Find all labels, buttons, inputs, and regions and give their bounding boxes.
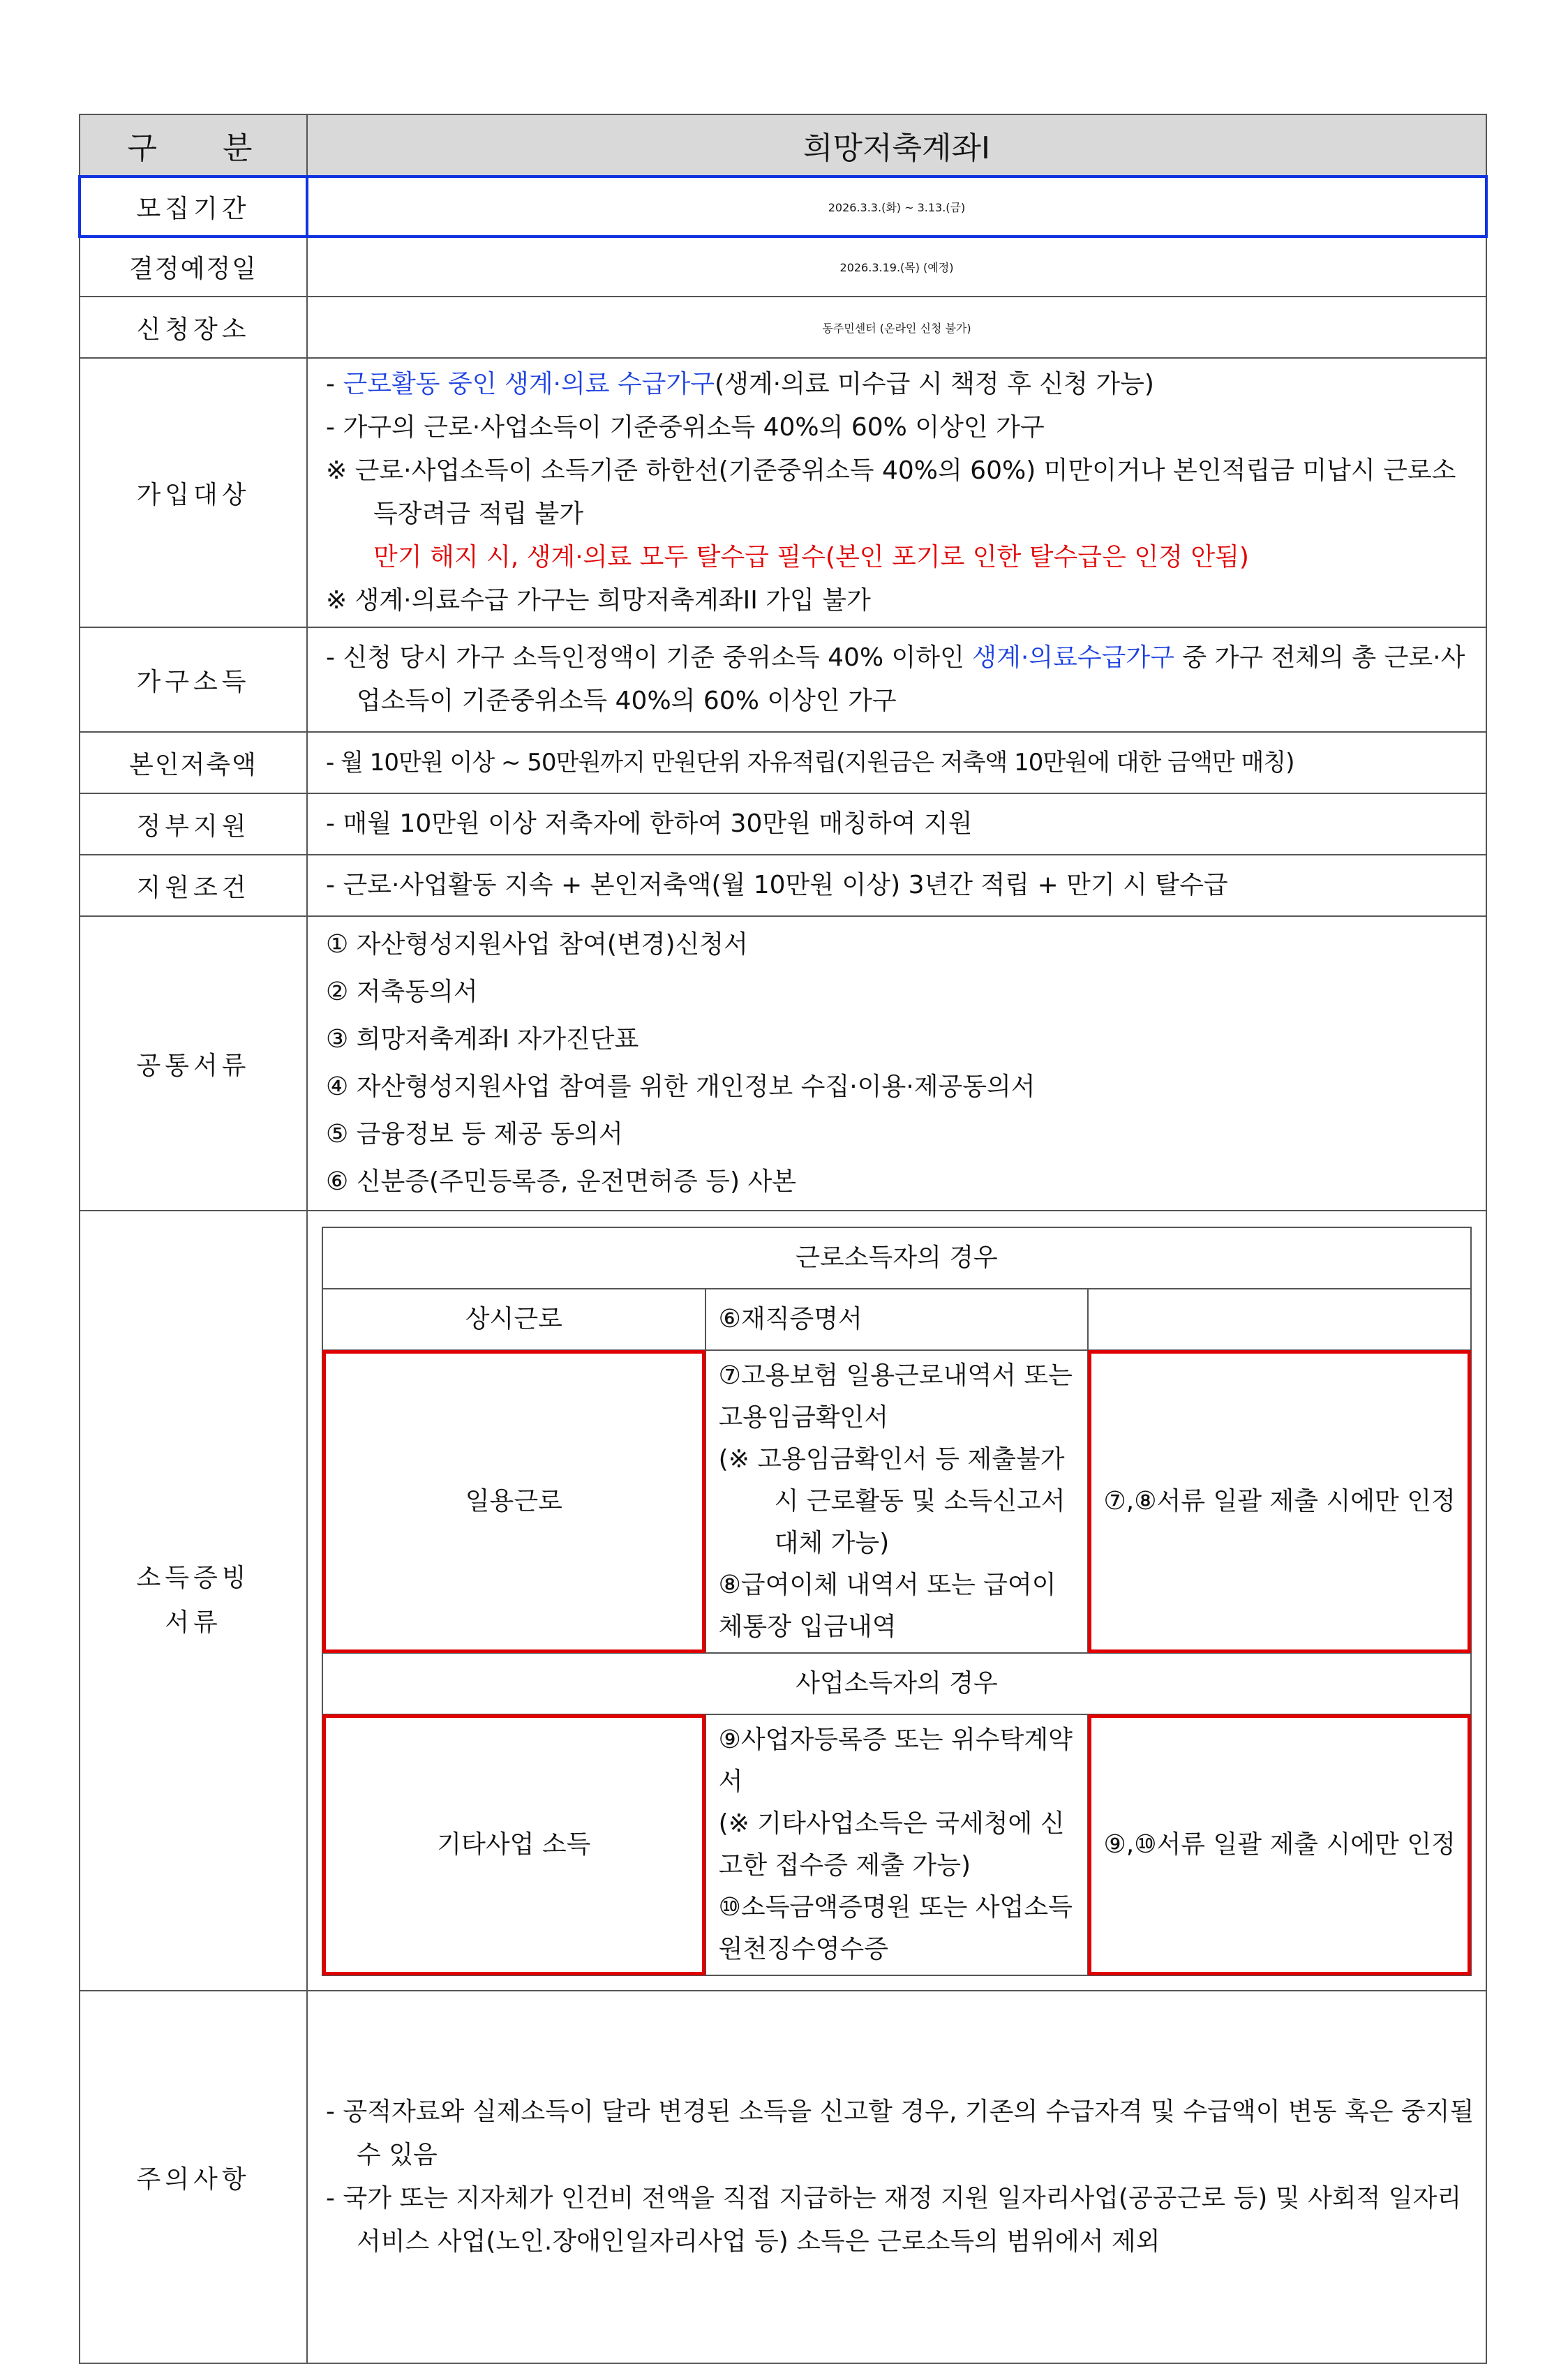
decision-value: 2026.3.19.(목) (예정) — [307, 237, 1486, 297]
support-conditions-row — [80, 855, 1486, 916]
support-content: - 매월 10만원 이상 저축자에 한하여 30만원 매칭하여 지원 — [307, 793, 1486, 855]
eligibility-line-1: - 근로활동 중인 생계·의료 수급가구(생계·의료 미수급 시 책정 후 신청 가능) — [326, 370, 1154, 398]
earned-income-header: 근로소득자의 경우 — [322, 1227, 1471, 1289]
income-label: 가구소득 — [80, 627, 307, 732]
eligibility-line-1-rest: (생계·의료 미수급 시 책정 후 신청 가능) — [715, 370, 1154, 398]
decision-label: 결정예정일 — [80, 237, 307, 297]
place-label: 신청장소 — [80, 297, 307, 358]
savings-value: 월 10만원 이상 ~ 50만원까지 만원단위 자유적립(지원금은 저축액 10만원에 대한 금액만 매칭) — [341, 749, 1294, 777]
common-docs-list — [307, 916, 1486, 1211]
savings-row — [80, 732, 1486, 793]
business-note: (※ 기타사업소득은 국세청에 신고한 접수증 제출 가능) — [718, 1809, 1065, 1880]
eligibility-line-2: - 가구의 근로·사업소득이 기준중위소득 40%의 60% 이상인 가구 — [326, 413, 1045, 442]
list-item: ④ 자산형성지원사업 참여를 위한 개인정보 수집·이용·제공동의서 — [326, 1072, 1036, 1101]
business-income-row — [322, 1714, 1471, 1975]
common-docs-label: 공통서류 — [80, 916, 307, 1211]
regular-work-label: 상시근로 — [322, 1289, 705, 1350]
common-documents-row — [80, 916, 1486, 1211]
daily-work-label: 일용근로 — [322, 1350, 705, 1653]
business-income-header-row — [322, 1653, 1471, 1714]
list-item: - 공적자료와 실제소득이 달라 변경된 소득을 신고할 경우, 기존의 수급자격 및 수급액이 변동 혹은 중지될 수 있음 — [326, 2097, 1474, 2169]
table-header-row — [80, 114, 1486, 177]
income-proof-label — [80, 1211, 307, 1991]
regular-work-doc: ⑥재직증명서 — [705, 1289, 1089, 1350]
savings-label: 본인저축액 — [80, 732, 307, 793]
list-item: ⑥ 신분증(주민등록증, 운전면허증 등) 사본 — [326, 1167, 796, 1196]
conditions-label: 지원조건 — [80, 855, 307, 916]
income-proof-row — [80, 1211, 1486, 1991]
daily-work-doc-1: ⑦고용보험 일용근로내역서 또는 고용임금확인서 — [718, 1361, 1073, 1432]
conditions-content: - 근로·사업활동 지속 + 본인저축액(월 10만원 이상) 3년간 적립 + 만기 시 탈수급 — [307, 855, 1486, 916]
daily-work-condition: ⑦,⑧서류 일괄 제출 시에만 인정 — [1088, 1350, 1471, 1653]
income-content — [307, 627, 1486, 732]
caution-row — [80, 1991, 1486, 2363]
list-item: ⑤ 금융정보 등 제공 동의서 — [326, 1120, 623, 1149]
business-doc-2: ⑩소득금액증명원 또는 사업소득원천징수영수증 — [718, 1893, 1073, 1963]
daily-work-docs — [705, 1350, 1089, 1653]
government-support-row — [80, 793, 1486, 855]
caution-label: 주의사항 — [80, 1991, 307, 2363]
household-income-row — [80, 627, 1486, 732]
income-proof-label-1: 소득증빙 — [136, 1564, 251, 1592]
header-category-label: 구 분 — [80, 114, 307, 177]
eligibility-content — [307, 358, 1486, 627]
business-income-condition: ⑨,⑩서류 일괄 제출 시에만 인정 — [1088, 1714, 1471, 1975]
savings-content: - 월 10만원 이상 ~ 50만원까지 만원단위 자유적립(지원금은 저축액 10만원에 대한 금액만 매칭) — [307, 732, 1486, 793]
header-title: 희망저축계좌Ⅰ — [307, 114, 1486, 177]
daily-work-doc-2: ⑧급여이체 내역서 또는 급여이체통장 입금내역 — [718, 1571, 1056, 1641]
business-income-header: 사업소득자의 경우 — [322, 1653, 1471, 1714]
eligibility-note-1: ※ 근로·사업소득이 소득기준 하한선(기준중위소득 40%의 60%) 미만이거나 본인적립금 미납시 근로소득장려금 적립 불가 — [326, 456, 1456, 528]
support-value: 매월 10만원 이상 저축자에 한하여 30만원 매칭하여 지원 — [343, 809, 973, 838]
list-item: ② 저축동의서 — [326, 978, 478, 1006]
period-value: 2026.3.3.(화) ~ 3.13.(금) — [307, 177, 1486, 237]
business-income-docs — [705, 1714, 1089, 1975]
regular-work-row — [322, 1289, 1471, 1350]
income-highlight-blue: 생계·의료수급가구 — [972, 643, 1174, 672]
list-item: ③ 희망저축계좌Ⅰ 자가진단표 — [326, 1025, 639, 1054]
regular-work-empty — [1088, 1289, 1471, 1350]
earned-income-header-row — [322, 1227, 1471, 1289]
eligibility-label: 가입대상 — [80, 358, 307, 627]
recruitment-table-document — [78, 114, 1488, 2364]
conditions-value: 근로·사업활동 지속 + 본인저축액(월 10만원 이상) 3년간 적립 + 만기 시 탈수급 — [343, 871, 1228, 899]
decision-date-row — [80, 237, 1486, 297]
eligibility-note-2: ※ 생계·의료수급 가구는 희망저축계좌II 가입 불가 — [326, 586, 871, 615]
eligibility-highlight-blue: 근로활동 중인 생계·의료 수급가구 — [343, 370, 715, 398]
income-proof-label-2: 서류 — [165, 1608, 222, 1637]
eligibility-line-2-text: 가구의 근로·사업소득이 기준중위소득 40%의 60% 이상인 가구 — [343, 413, 1045, 442]
daily-work-note: (※ 고용임금확인서 등 제출불가 시 근로활동 및 소득신고서 대체 가능) — [718, 1445, 1066, 1557]
eligibility-warning-red: 만기 해지 시, 생계·의료 모두 탈수급 필수(본인 포기로 인한 탈수급은 인정 안됨) — [373, 543, 1249, 571]
support-label: 정부지원 — [80, 793, 307, 855]
period-label: 모집기간 — [80, 177, 307, 237]
caution-item-1: 공적자료와 실제소득이 달라 변경된 소득을 신고할 경우, 기존의 수급자격 및 수급액이 변동 혹은 중지될 수 있음 — [343, 2097, 1474, 2169]
eligibility-row — [80, 358, 1486, 627]
caution-list — [307, 1991, 1486, 2363]
list-item: - 국가 또는 지자체가 인건비 전액을 직접 지급하는 재정 지원 일자리사업(공공근로 등) 및 사회적 일자리 서비스 사업(노인.장애인일자리사업 등) 소득은 근로소득의 범위에서 제외 — [326, 2184, 1462, 2256]
income-proof-content — [307, 1211, 1486, 1991]
recruitment-period-row — [80, 177, 1486, 237]
list-item: ① 자산형성지원사업 참여(변경)신청서 — [326, 930, 748, 959]
income-line: - 신청 당시 가구 소득인정액이 기준 중위소득 40% 이하인 생계·의료수급가구 중 가구 전체의 총 근로·사업소득이 기준중위소득 40%의 60% 이상인 가구 — [326, 643, 1465, 715]
business-income-label: 기타사업 소득 — [322, 1714, 705, 1975]
business-doc-1: ⑨사업자등록증 또는 위수탁계약서 — [718, 1726, 1073, 1796]
place-value: 동주민센터 (온라인 신청 불가) — [307, 297, 1486, 358]
income-text-2: 중 가구 전체의 총 근로·사업소득이 기준중위소득 40%의 60% 이상인 가구 — [357, 643, 1465, 715]
income-proof-table — [322, 1227, 1472, 1976]
income-text-1: 신청 당시 가구 소득인정액이 기준 중위소득 40% 이하인 — [343, 643, 973, 672]
daily-work-row — [322, 1350, 1471, 1653]
application-place-row — [80, 297, 1486, 358]
recruitment-info-table — [78, 114, 1488, 2364]
caution-item-2: 국가 또는 지자체가 인건비 전액을 직접 지급하는 재정 지원 일자리사업(공공근로 등) 및 사회적 일자리 서비스 사업(노인.장애인일자리사업 등) 소득은 근로소득의 범위에서 제외 — [343, 2184, 1462, 2256]
